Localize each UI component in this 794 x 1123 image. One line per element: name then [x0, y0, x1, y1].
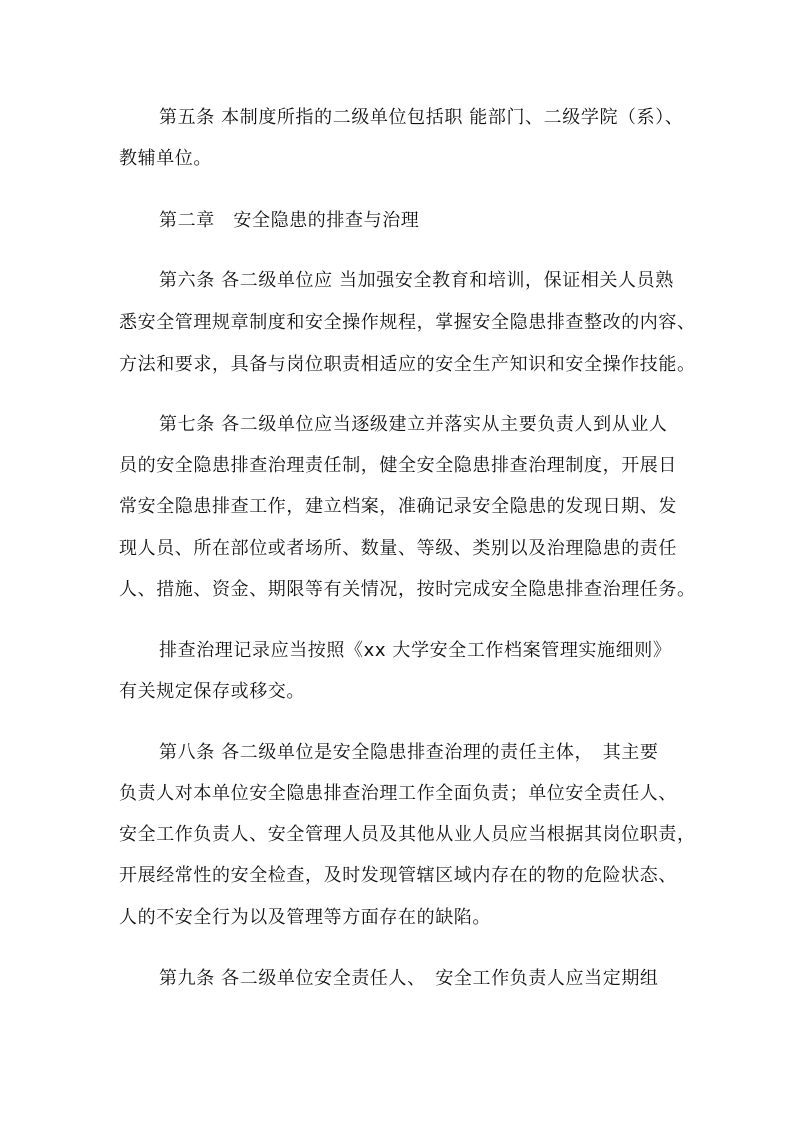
chapter-heading: 第二章 安全隐患的排查与治理 — [159, 210, 420, 231]
text-line: 方法和要求，具备与岗位职责相适应的安全生产知识和安全操作技能。 — [119, 354, 696, 375]
text-line: 悉安全管理规章制度和安全操作规程，掌握安全隐患排查整改的内容、 — [119, 312, 696, 333]
text-line: 人、措施、资金、期限等有关情况，按时完成安全隐患排查治理任务。 — [119, 579, 696, 600]
text-line: 员的安全隐患排查治理责任制，健全安全隐患排查治理制度，开展日 — [119, 455, 677, 476]
text-line: 第八条 各二级单位是安全隐患排查治理的责任主体， 其主要 — [159, 742, 659, 763]
text-line: 常安全隐患排查工作，建立档案，准确记录安全隐患的发现日期、发 — [119, 496, 677, 517]
text-line: 开展经常性的安全检查，及时发现管辖区域内存在的物的危险状态、 — [119, 865, 677, 886]
text-line: 负责人对本单位安全隐患排查治理工作全面负责；单位安全责任人、 — [119, 783, 677, 804]
text-line: 现人员、所在部位或者场所、数量、等级、类别以及治理隐患的责任 — [119, 538, 677, 559]
text-line: 人的不安全行为以及管理等方面存在的缺陷。 — [119, 907, 491, 928]
text-line: 第五条 本制度所指的二级单位包括职 能部门、二级学院（系）、 — [159, 107, 684, 128]
text-line: 排查治理记录应当按照《xx 大学安全工作档案管理实施细则》 — [159, 640, 672, 661]
text-line: 有关规定保存或移交。 — [119, 681, 305, 702]
text-line: 教辅单位。 — [119, 148, 212, 169]
text-line: 第六条 各二级单位应 当加强安全教育和培训，保证相关人员熟 — [159, 270, 674, 291]
text-line: 安全工作负责人、安全管理人员及其他从业人员应当根据其岗位职责， — [119, 824, 696, 845]
text-line: 第七条 各二级单位应当逐级建立并落实从主要负责人到从业人 — [159, 414, 668, 435]
text-line: 第九条 各二级单位安全责任人、 安全工作负责人应当定期组 — [159, 968, 659, 989]
